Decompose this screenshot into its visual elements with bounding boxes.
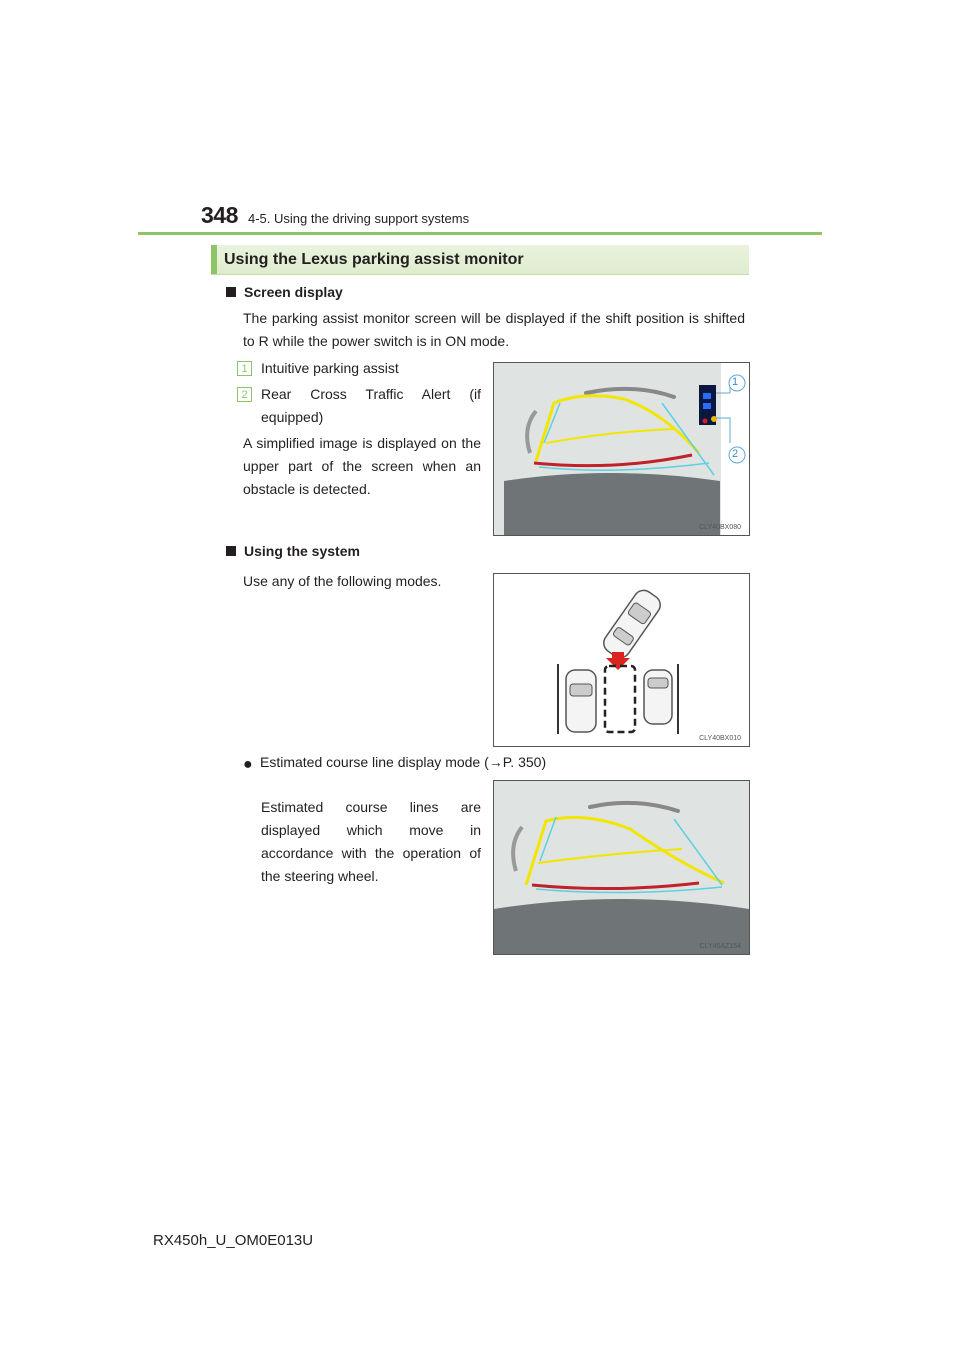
figure-parking-maneuver [493, 573, 750, 747]
figure-code: CLY40BX010 [699, 735, 741, 742]
number-badge-1: 1 [237, 361, 252, 376]
figure-code: CLY45AZ154 [699, 943, 741, 950]
callout-2: 2 [732, 448, 739, 460]
parking-monitor-illustration [494, 363, 749, 535]
figure-code: CLY40BX080 [699, 524, 741, 531]
item-intuitive-parking-assist: Intuitive parking assist [261, 360, 399, 376]
callout-1: 1 [732, 376, 739, 388]
screen-display-text: The parking assist monitor screen will be displayed if the shift position is shifted to R while the power switch is in ON mode. [243, 310, 745, 349]
section-title: Using the Lexus parking assist monitor [224, 251, 524, 268]
running-header: 4-5. Using the driving support systems [248, 211, 470, 226]
parking-maneuver-illustration [494, 574, 749, 746]
item-rear-cross-traffic-alert: Rear Cross Traffic Alert (if equipped) [261, 386, 481, 425]
using-system-text: Use any of the following modes. [243, 573, 442, 589]
square-bullet-icon [226, 287, 236, 297]
using-system-heading: Using the system [226, 543, 360, 559]
model-code: RX450h_U_OM0E013U [153, 1232, 314, 1249]
number-badge-2: 2 [237, 387, 252, 402]
course-line-mode-text: Estimated course lines are displayed which move in accordance with the operation of the steering wheel. [261, 799, 481, 884]
simplified-image-note: A simplified image is displayed on the upper part of the screen when an obstacle is detected. [243, 435, 481, 497]
figure-estimated-course-lines [493, 780, 750, 955]
header-rule [138, 232, 822, 235]
course-lines-illustration [494, 781, 749, 954]
page-number: 348 [201, 202, 238, 228]
round-bullet-icon: ● [243, 756, 253, 773]
screen-display-heading: Screen display [226, 284, 343, 300]
square-bullet-icon [226, 546, 236, 556]
figure-parking-monitor-screen [493, 362, 750, 536]
course-line-mode-bullet: Estimated course line display mode (→P. 350) [260, 754, 547, 770]
section-title-bar [211, 245, 749, 275]
